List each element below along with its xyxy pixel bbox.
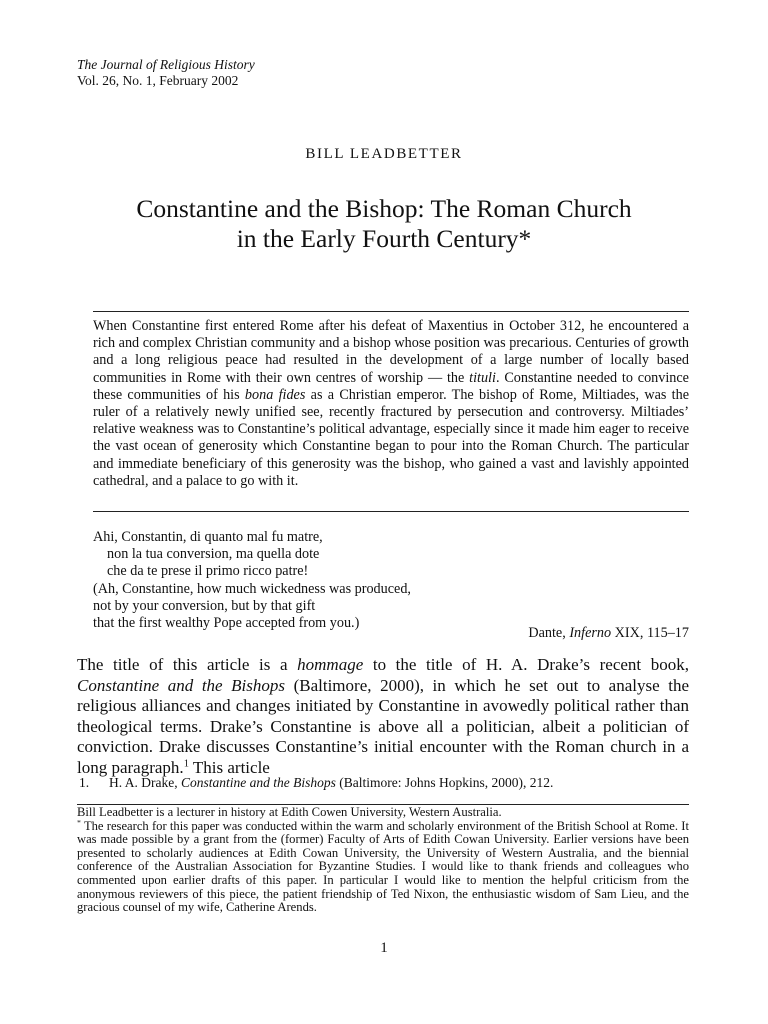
author-name: BILL LEADBETTER (305, 146, 463, 162)
footnote-1 (77, 775, 689, 791)
acknowledgements-text: The research for this paper was conducted within the warm and scholarly environment of the British School at Rome. It was made possible by a grant from the (former) Faculty of Arts of Edith Cowan University. Earlier versions have been presented to scholarly audiences at Edith Cowan University, the University of Western Australia, and the biennial conference of the Australian Association for Byzantine Studies. I would like to thank friends and colleagues who commented upon earlier drafts of this paper. In particular I would like to mention the helpful criticism from the anonymous reviewers of this piece, the patient friendship of Ted Nixon, the enthusiastic wisdom of Sam Lieu, and the gracious counsel of my wife, Catherine Arends. (77, 818, 689, 915)
abstract-top-rule (93, 311, 689, 312)
epigraph-line: (Ah, Constantine, how much wickedness was produced, (93, 580, 411, 597)
body-text-2: to the title of H. A. Drake’s recent book, (363, 655, 689, 674)
abstract-text-1: When Constantine first entered Rome after his defeat of Maxentius in October 312, he encountered a rich and complex Christian community and a bishop whose position was precarious. Centuries of growth and a long religious peace had resulted in the development of a large number of locally based communities in Rome with their own centres of worship — the (93, 318, 689, 386)
asterisk-mark: * (77, 817, 81, 827)
cite-author: Dante, (528, 625, 570, 641)
journal-name: The Journal of Religious History (77, 57, 255, 72)
abstract-bona-fides: bona fides (244, 386, 306, 403)
body-paragraph (77, 655, 689, 778)
journal-header (77, 57, 255, 89)
author-credits (77, 806, 689, 915)
epigraph-line: Ahi, Constantin, di quanto mal fu matre, (93, 529, 323, 545)
title-line-2: in the Early Fourth Century* (236, 224, 532, 253)
body-book-title: Constantine and the Bishops (77, 675, 286, 695)
cite-ref: XIX, 115–17 (611, 625, 689, 641)
page-number: 1 (380, 940, 388, 956)
epigraph (93, 529, 689, 632)
footnote-number: 1. (79, 775, 90, 790)
article-title (60, 194, 708, 254)
epigraph-line: non la tua conversion, ma quella dote (107, 546, 320, 563)
acknowledgements (77, 817, 689, 915)
cite-work: Inferno (569, 625, 612, 641)
epigraph-line: that the first wealthy Pope accepted from you.) (93, 615, 360, 632)
body-text-4: This article (188, 757, 270, 777)
footnote-rest: (Baltimore: Johns Hopkins, 2000), 212. (335, 775, 554, 790)
epigraph-line: che da te prese il primo ricco patre! (107, 563, 309, 580)
abstract-text-3: as a Christian emperor. The bishop of Rome, Miltiades, was the ruler of a relatively newly unified see, recently fractured by persecution and controversy. Miltiades’ relative weakness was to Constantine’s political advantage, especially since it made him eager to receive the vast ocean of generosity which Constantine began to pour into the Roman Church. The particular and immediate beneficiary of this generosity was the bishop, who gained a vast and lavishly appointed cathedral, and a palace to go with it. (93, 386, 689, 489)
abstract-tituli: tituli (469, 369, 496, 386)
author-bio: Bill Leadbetter is a lecturer in history at Edith Cowen University, Western Australia. (77, 805, 502, 819)
epigraph-line: not by your conversion, but by that gift (93, 597, 316, 614)
body-hommage: hommage (297, 655, 364, 674)
abstract-bottom-rule (93, 511, 689, 512)
body-text-1: The title of this article is a (77, 655, 298, 674)
footnote-book: Constantine and the Bishops (180, 775, 336, 790)
epigraph-citation (528, 625, 689, 642)
title-line-1: Constantine and the Bishop: The Roman Church (136, 194, 632, 223)
footnote-author: H. A. Drake, (109, 775, 181, 790)
footnote-reference[interactable]: 1 (183, 757, 189, 769)
abstract-text-2: . Constantine needed to convince these communities of his (93, 369, 689, 403)
abstract (93, 318, 689, 490)
journal-volume: Vol. 26, No. 1, February 2002 (77, 73, 239, 88)
body-text-3: (Baltimore, 2000), in which he set out to analyse the religious alliances and changes initiated by Constantine in avowedly political rather than theological terms. Drake’s Constantine is above all a politician, albeit a politician of conviction. Drake discusses Constantine’s initial encounter with the Roman church in a long paragraph. (77, 675, 689, 777)
